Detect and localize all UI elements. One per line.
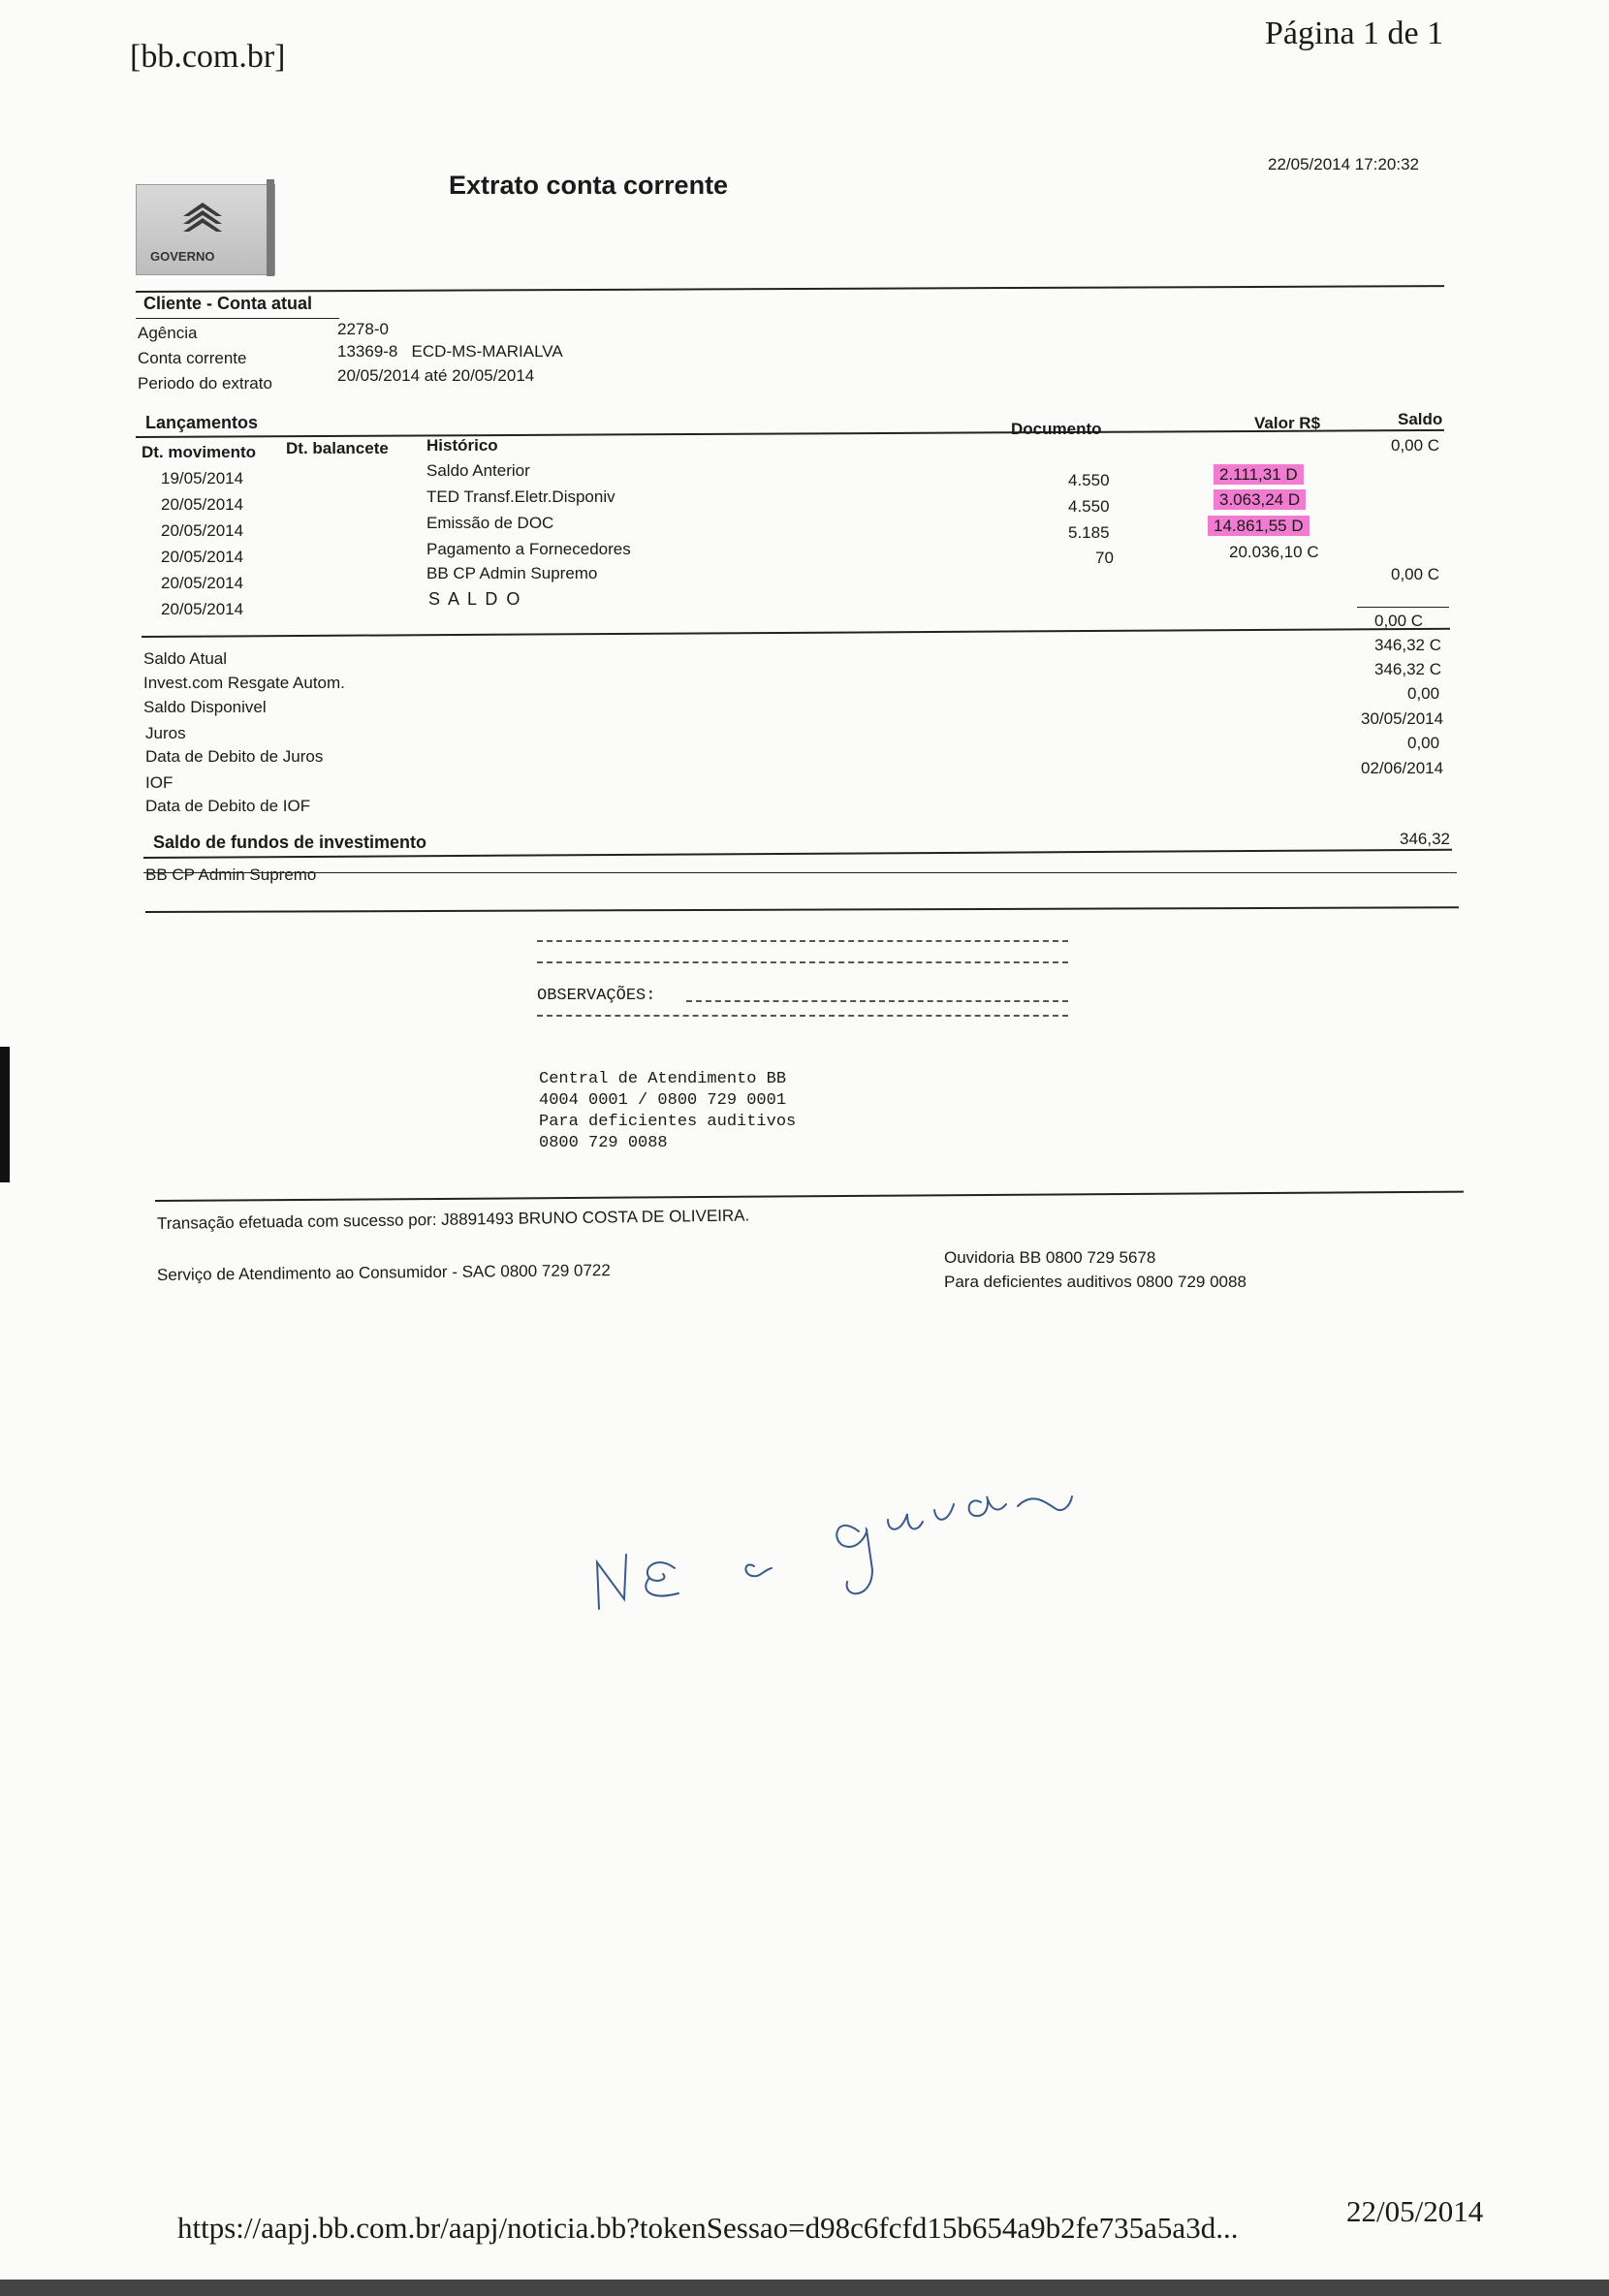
col-documento: Documento (1011, 420, 1102, 438)
print-date: 22/05/2014 (1346, 2194, 1484, 2228)
col-historico: Histórico (426, 436, 498, 455)
summary-value-iof: 02/06/2014 (1361, 759, 1444, 777)
obs-dash-3 (537, 1015, 1068, 1017)
fundos-title: Saldo de fundos de investimento (153, 833, 427, 852)
col-dt-movimento: Dt. movimento (142, 443, 257, 461)
central-line-4: 0800 729 0088 (539, 1134, 668, 1152)
summary-value-saldo-atual: 346,32 C (1374, 636, 1441, 654)
ouvidoria-text: Ouvidoria BB 0800 729 5678 (944, 1248, 1156, 1267)
row-4-dt: 20/05/2014 (161, 548, 244, 566)
row-5-dt: 20/05/2014 (161, 574, 244, 592)
row-6-historico: S A L D O (428, 589, 522, 609)
fundos-item: BB CP Admin Supremo (145, 865, 317, 884)
fundos-total: 346,32 (1400, 830, 1450, 848)
row-2-valor: 3.063,24 D (1214, 490, 1306, 510)
col-dt-balancete: Dt. balancete (286, 439, 389, 457)
row-4-historico: Pagamento a Fornecedores (426, 540, 631, 558)
row-6-dt: 20/05/2014 (161, 600, 244, 618)
row-3-valor: 14.861,55 D (1208, 517, 1309, 536)
summary-value-juros: 30/05/2014 (1361, 709, 1444, 728)
row-4-valor: 20.036,10 C (1229, 543, 1319, 561)
row-3-dt: 20/05/2014 (161, 521, 244, 540)
bb-logo-icon (174, 195, 232, 243)
row-4-documento: 70 (1095, 549, 1114, 567)
summary-value-data-juros: 0,00 (1407, 734, 1440, 752)
col-saldo: Saldo (1398, 410, 1443, 428)
row-3-documento: 5.185 (1068, 523, 1110, 542)
obs-dash-2 (537, 961, 1068, 963)
fundos-bottom-divider (145, 906, 1459, 913)
summary-label-data-juros: Data de Debito de Juros (145, 747, 324, 766)
row-1-dt: 19/05/2014 (161, 469, 244, 488)
page-url: https://aapj.bb.com.br/aapj/noticia.bb?tokenSessao=d98c6fcfd15b654a9b2fe735a5a3d... (177, 2211, 1239, 2245)
row-1-documento: 4.550 (1068, 471, 1110, 489)
summary-label-iof: IOF (145, 773, 174, 792)
agencia-value: 2278-0 (337, 320, 389, 338)
handwritten-note (582, 1454, 1086, 1628)
row-5-saldo: 0,00 C (1391, 565, 1440, 583)
central-atendimento-block (539, 1069, 796, 1154)
ouvidoria-deficientes-text: Para deficientes auditivos 0800 729 0088 (944, 1273, 1246, 1291)
summary-label-saldo-atual: Saldo Atual (143, 649, 228, 668)
row-5-historico: BB CP Admin Supremo (426, 564, 598, 582)
scan-bottom-edge (0, 2280, 1609, 2296)
conta-label: Conta corrente (138, 349, 247, 367)
row-1-historico: Saldo Anterior (426, 461, 530, 480)
row-2-dt: 20/05/2014 (161, 495, 244, 514)
summary-label-juros: Juros (145, 724, 186, 742)
header-divider (136, 285, 1444, 293)
print-datetime: 22/05/2014 17:20:32 (1268, 155, 1419, 173)
obs-dash-1 (537, 940, 1068, 942)
lancamentos-title: Lançamentos (145, 413, 259, 432)
lancamentos-divider (136, 429, 1444, 438)
client-section-title: Cliente - Conta atual (143, 294, 313, 313)
row-2-historico: TED Transf.Eletr.Disponiv (426, 488, 615, 506)
col-valor: Valor R$ (1254, 414, 1321, 432)
page-indicator: Página 1 de 1 (1265, 16, 1444, 51)
row-1-saldo: 0,00 C (1391, 436, 1440, 455)
observacoes-label: OBSERVAÇÕES: (537, 987, 656, 1005)
summary-label-invest: Invest.com Resgate Autom. (143, 674, 345, 692)
footer-divider (155, 1191, 1464, 1202)
fundos-item-divider (143, 872, 1457, 873)
summary-label-data-iof: Data de Debito de IOF (145, 797, 311, 815)
client-divider (136, 318, 339, 319)
summary-value-saldo-disponivel: 0,00 (1407, 684, 1440, 703)
periodo-label: Periodo do extrato (138, 374, 272, 393)
scan-edge-mark (0, 1047, 10, 1182)
central-line-1: Central de Atendimento BB (539, 1070, 787, 1088)
conta-value: 13369-8 ECD-MS-MARIALVA (337, 342, 563, 361)
lancamentos-bottom-divider (142, 628, 1450, 638)
transacao-text: Transação efetuada com sucesso por: J8891493 BRUNO COSTA DE OLIVEIRA. (156, 1206, 750, 1233)
saldo-underline (1357, 607, 1449, 608)
agencia-label: Agência (138, 324, 198, 342)
page-title: Extrato conta corrente (449, 171, 729, 200)
central-line-3: Para deficientes auditivos (539, 1113, 797, 1131)
periodo-value: 20/05/2014 até 20/05/2014 (337, 366, 535, 385)
central-line-2: 4004 0001 / 0800 729 0001 (539, 1091, 787, 1110)
banco-do-brasil-logo (136, 184, 275, 275)
logo-text: GOVERNO (150, 249, 215, 264)
obs-dash-4 (686, 1000, 1068, 1002)
site-label: [bb.com.br] (130, 39, 286, 75)
sac-text: Serviço de Atendimento ao Consumidor - SAC 0800 729 0722 (156, 1261, 611, 1284)
saldo-row-value: 0,00 C (1374, 612, 1424, 630)
row-1-valor: 2.111,31 D (1214, 465, 1304, 485)
summary-value-invest: 346,32 C (1374, 660, 1441, 678)
row-3-historico: Emissão de DOC (426, 514, 554, 532)
row-2-documento: 4.550 (1068, 497, 1110, 516)
summary-label-saldo-disponivel: Saldo Disponivel (143, 698, 267, 716)
